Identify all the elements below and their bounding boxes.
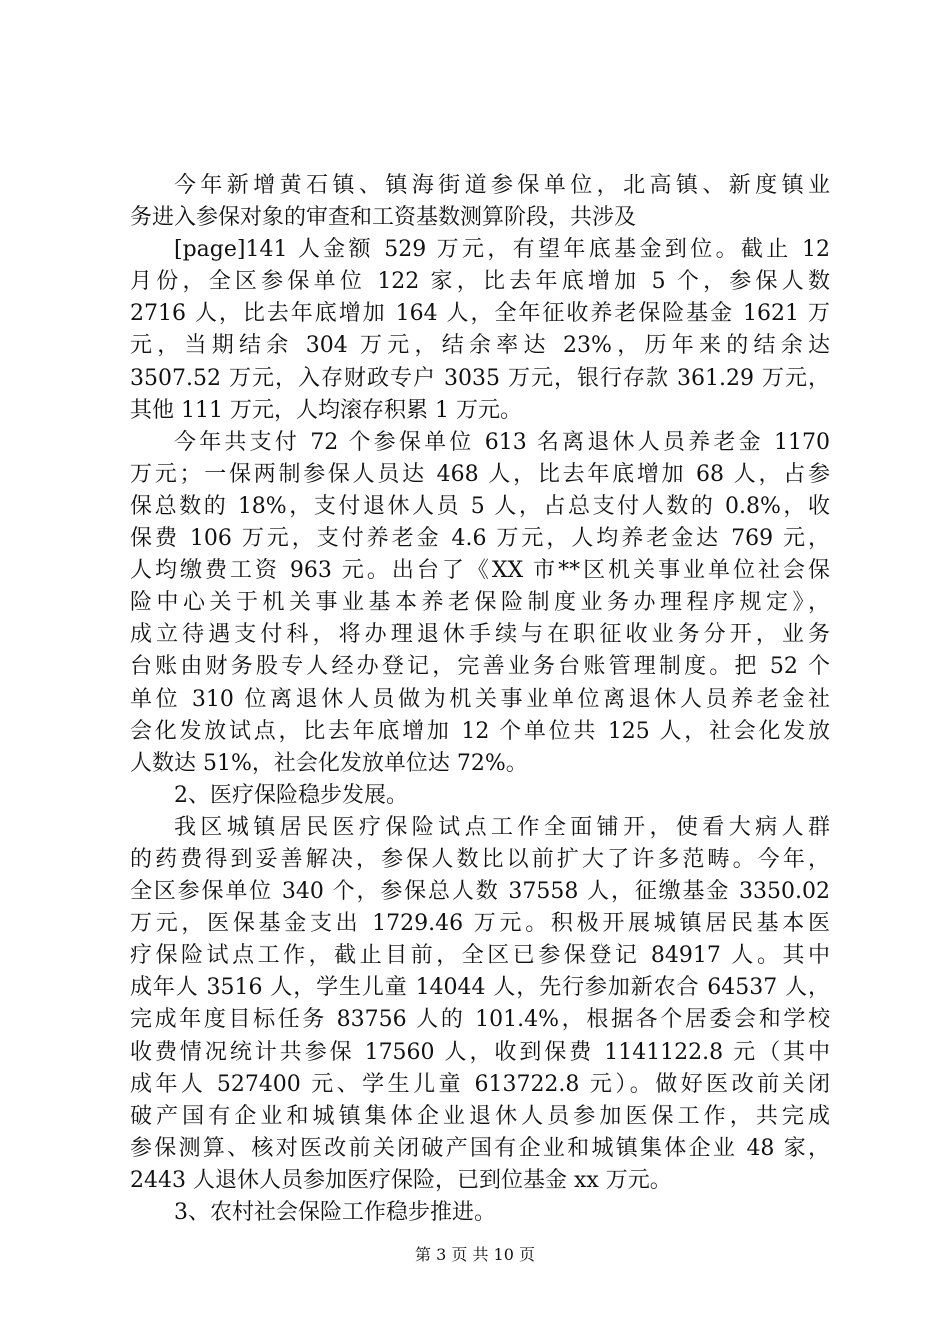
paragraph-line: 万元；一保两制参保人员达 468 人，比去年底增加 68 人，占参 xyxy=(130,461,830,487)
paragraph-line: 成年人 527400 元、学生儿童 613722.8 元）。做好医改前关闭 xyxy=(130,1071,830,1097)
paragraph-line: 险中心关于机关事业基本养老保险制度业务办理程序规定》， xyxy=(130,590,830,616)
paragraph-line: 收费情况统计共参保 17560 人，收到保费 1141122.8 元（其中 xyxy=(130,1039,830,1065)
paragraph-line: 参保测算、核对医改前关闭破产国有企业和城镇集体企业 48 家， xyxy=(130,1135,830,1161)
section-heading: 3、农村社会保险工作稳步推进。 xyxy=(174,1200,496,1225)
paragraph-line: 单位 310 位离退休人员做为机关事业单位离退休人员养老金社 xyxy=(130,686,830,712)
paragraph-line: 全区参保单位 340 个，参保总人数 37558 人，征缴基金 3350.02 xyxy=(130,879,830,905)
paragraph-line: 2716 人，比去年底增加 164 人，全年征收养老保险基金 1621 万 xyxy=(130,301,830,327)
paragraph-line: 保总数的 18%，支付退休人员 5 人，占总支付人数的 0.8%，收 xyxy=(130,493,830,519)
paragraph-line: 成立待遇支付科，将办理退休手续与在职征收业务分开，业务 xyxy=(130,622,830,648)
paragraph-line: 我区城镇居民医疗保险试点工作全面铺开，使看大病人群 xyxy=(174,814,830,840)
paragraph-line: 人均缴费工资 963 元。出台了《XX 市**区机关事业单位社会保 xyxy=(130,558,830,584)
paragraph-line: 务进入参保对象的审查和工资基数测算阶段，共涉及 xyxy=(130,205,637,231)
paragraph-line: 台账由财务股专人经办登记，完善业务台账管理制度。把 52 个 xyxy=(130,654,830,680)
paragraph-line: 万元，医保基金支出 1729.46 万元。积极开展城镇居民基本医 xyxy=(130,911,830,937)
paragraph-line: 的药费得到妥善解决，参保人数比以前扩大了许多范畴。今年， xyxy=(130,846,830,872)
paragraph-line: 完成年度目标任务 83756 人的 101.4%，根据各个居委会和学校 xyxy=(130,1007,830,1033)
paragraph-line: 今年新增黄石镇、镇海街道参保单位，北高镇、新度镇业 xyxy=(174,173,830,198)
section-heading: 2、医疗保险稳步发展。 xyxy=(174,782,408,808)
paragraph-line: 会化发放试点，比去年底增加 12 个单位共 125 人，社会化发放 xyxy=(130,718,830,744)
paragraph-line: 2443 人退休人员参加医疗保险，已到位基金 xx 万元。 xyxy=(130,1167,672,1193)
paragraph-line: 元，当期结余 304 万元，结余率达 23%，历年来的结余达 xyxy=(130,333,830,359)
paragraph-line: 3507.52 万元，入存财政专户 3035 万元，银行存款 361.29 万元， xyxy=(130,365,830,391)
paragraph-line: 今年共支付 72 个参保单位 613 名离退休人员养老金 1170 xyxy=(174,429,830,455)
paragraph-line: 其他 111 万元，人均滚存积累 1 万元。 xyxy=(130,397,522,423)
paragraph-line: 月份，全区参保单位 122 家，比去年底增加 5 个，参保人数 xyxy=(130,269,830,295)
document-body xyxy=(130,170,830,1229)
paragraph-line: 保费 106 万元，支付养老金 4.6 万元，人均养老金达 769 元， xyxy=(130,526,830,552)
paragraph-line: 成年人 3516 人，学生儿童 14044 人，先行参加新农合 64537 人， xyxy=(130,975,830,1001)
paragraph-line: 疗保险试点工作，截止目前，全区已参保登记 84917 人。其中 xyxy=(130,943,830,969)
paragraph-line: 人数达 51%，社会化发放单位达 72%。 xyxy=(130,750,528,776)
paragraph-line: [page]141 人金额 529 万元，有望年底基金到位。截止 12 xyxy=(174,237,830,263)
page-number-footer: 第 3 页 共 10 页 xyxy=(415,1245,535,1264)
paragraph-line: 破产国有企业和城镇集体企业退休人员参加医保工作，共完成 xyxy=(130,1103,830,1129)
